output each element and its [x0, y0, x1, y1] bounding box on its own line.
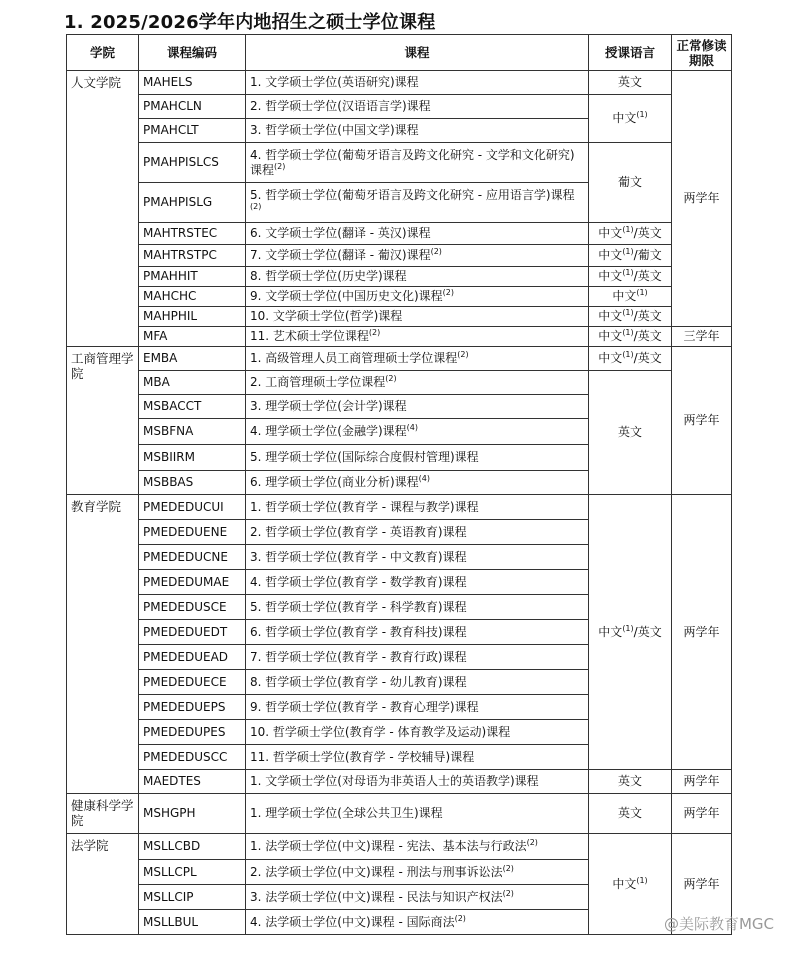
course-code: MBA	[139, 371, 246, 395]
course-name: 4. 法学硕士学位(中文)课程 - 国际商法$^{(2)}$	[246, 910, 589, 935]
period: 两学年	[672, 770, 732, 794]
course-code: PMEDEDUENE	[139, 520, 246, 545]
course-name: 6. 文学硕士学位(翻译 - 英汉)课程	[246, 223, 589, 245]
school-education: 教育学院	[67, 495, 139, 794]
language: 英文	[589, 71, 672, 95]
language: 中文$^{(1)}$/英文	[589, 347, 672, 371]
course-name: 4. 哲学硕士学位(葡萄牙语言及跨文化研究 - 文学和文化研究)课程$^{(2)}$	[246, 143, 589, 183]
course-name: 1. 文学硕士学位(英语研究)课程	[246, 71, 589, 95]
language: 英文	[589, 770, 672, 794]
table-row	[67, 267, 732, 287]
course-name: 2. 工商管理硕士学位课程$^{(2)}$	[246, 371, 589, 395]
language: 中文$^{(1)}$	[589, 95, 672, 143]
course-name: 7. 文学硕士学位(翻译 - 葡汉)课程$^{(2)}$	[246, 245, 589, 267]
table-row	[67, 143, 732, 183]
course-code: MFA	[139, 327, 246, 347]
course-code: PMEDEDUSCE	[139, 595, 246, 620]
course-name: 2. 法学硕士学位(中文)课程 - 刑法与刑事诉讼法$^{(2)}$	[246, 860, 589, 885]
table-row	[67, 71, 732, 95]
course-code: MSBACCT	[139, 395, 246, 419]
language: 葡文	[589, 143, 672, 223]
course-name: 11. 哲学硕士学位(教育学 - 学校辅导)课程	[246, 745, 589, 770]
period: 两学年	[672, 834, 732, 935]
course-code: MAHCHC	[139, 287, 246, 307]
language: 中文$^{(1)}$	[589, 287, 672, 307]
course-name: 2. 哲学硕士学位(汉语语言学)课程	[246, 95, 589, 119]
table-row	[67, 307, 732, 327]
course-name: 3. 理学硕士学位(会计学)课程	[246, 395, 589, 419]
course-code: MSLLCIP	[139, 885, 246, 910]
period: 两学年	[672, 495, 732, 770]
course-code: PMAHCLT	[139, 119, 246, 143]
table-row	[67, 223, 732, 245]
course-name: 1. 法学硕士学位(中文)课程 - 宪法、基本法与行政法$^{(2)}$	[246, 834, 589, 860]
header-period: 正常修读期限	[672, 35, 732, 71]
course-code: MAHTRSTPC	[139, 245, 246, 267]
language: 英文	[589, 371, 672, 495]
course-code: PMEDEDUPES	[139, 720, 246, 745]
table-row	[67, 287, 732, 307]
language: 中文$^{(1)}$/英文	[589, 223, 672, 245]
course-code: MSBIIRM	[139, 445, 246, 471]
course-code: MAHPHIL	[139, 307, 246, 327]
period: 两学年	[672, 347, 732, 495]
language: 中文$^{(1)}$/葡文	[589, 245, 672, 267]
table-row	[67, 495, 732, 520]
course-code: PMAHPISLCS	[139, 143, 246, 183]
table-row	[67, 371, 732, 395]
course-code: MSBBAS	[139, 471, 246, 495]
course-name: 9. 哲学硕士学位(教育学 - 教育心理学)课程	[246, 695, 589, 720]
period: 三学年	[672, 327, 732, 347]
course-name: 5. 哲学硕士学位(葡萄牙语言及跨文化研究 - 应用语言学)课程$^{(2)}$	[246, 183, 589, 223]
course-code: MAHELS	[139, 71, 246, 95]
header-course: 课程	[246, 35, 589, 71]
course-name: 1. 文学硕士学位(对母语为非英语人士的英语教学)课程	[246, 770, 589, 794]
table-row	[67, 95, 732, 119]
course-name: 9. 文学硕士学位(中国历史文化)课程$^{(2)}$	[246, 287, 589, 307]
language: 英文	[589, 794, 672, 834]
course-name: 4. 理学硕士学位(金融学)课程$^{(4)}$	[246, 419, 589, 445]
table-row	[67, 834, 732, 860]
table-row	[67, 770, 732, 794]
course-name: 6. 哲学硕士学位(教育学 - 教育科技)课程	[246, 620, 589, 645]
school-business: 工商管理学院	[67, 347, 139, 495]
course-code: PMAHCLN	[139, 95, 246, 119]
course-name: 3. 哲学硕士学位(教育学 - 中文教育)课程	[246, 545, 589, 570]
language: 中文$^{(1)}$	[589, 834, 672, 935]
table-row	[67, 245, 732, 267]
course-name: 1. 高级管理人员工商管理硕士学位课程$^{(2)}$	[246, 347, 589, 371]
course-code: MSLLBUL	[139, 910, 246, 935]
course-name: 10. 哲学硕士学位(教育学 - 体育教学及运动)课程	[246, 720, 589, 745]
header-row	[67, 35, 732, 71]
page-title: 1. 2025/2026学年内地招生之硕士学位课程	[64, 12, 436, 33]
course-name: 6. 理学硕士学位(商业分析)课程$^{(4)}$	[246, 471, 589, 495]
course-code: PMAHHIT	[139, 267, 246, 287]
period: 两学年	[672, 71, 732, 327]
course-code: PMEDEDUMAE	[139, 570, 246, 595]
course-name: 8. 哲学硕士学位(教育学 - 幼儿教育)课程	[246, 670, 589, 695]
table-row	[67, 347, 732, 371]
course-name: 8. 哲学硕士学位(历史学)课程	[246, 267, 589, 287]
table-row	[67, 327, 732, 347]
course-name: 1. 理学硕士学位(全球公共卫生)课程	[246, 794, 589, 834]
table-row	[67, 794, 732, 834]
header-lang: 授课语言	[589, 35, 672, 71]
course-name: 11. 艺术硕士学位课程$^{(2)}$	[246, 327, 589, 347]
course-name: 10. 文学硕士学位(哲学)课程	[246, 307, 589, 327]
course-name: 7. 哲学硕士学位(教育学 - 教育行政)课程	[246, 645, 589, 670]
language: 中文$^{(1)}$/英文	[589, 307, 672, 327]
course-code: PMEDEDUSCC	[139, 745, 246, 770]
language: 中文$^{(1)}$/英文	[589, 327, 672, 347]
course-code: PMEDEDUEAD	[139, 645, 246, 670]
course-name: 1. 哲学硕士学位(教育学 - 课程与教学)课程	[246, 495, 589, 520]
course-code: PMEDEDUECE	[139, 670, 246, 695]
programme-table	[66, 34, 732, 935]
course-code: MAHTRSTEC	[139, 223, 246, 245]
course-code: PMEDEDUEPS	[139, 695, 246, 720]
course-code: EMBA	[139, 347, 246, 371]
course-code: MAEDTES	[139, 770, 246, 794]
course-name: 5. 哲学硕士学位(教育学 - 科学教育)课程	[246, 595, 589, 620]
school-law: 法学院	[67, 834, 139, 935]
course-name: 3. 哲学硕士学位(中国文学)课程	[246, 119, 589, 143]
header-school: 学院	[67, 35, 139, 71]
course-code: PMAHPISLG	[139, 183, 246, 223]
course-code: PMEDEDUEDT	[139, 620, 246, 645]
course-code: PMEDEDUCNE	[139, 545, 246, 570]
course-code: MSLLCBD	[139, 834, 246, 860]
period: 两学年	[672, 794, 732, 834]
course-code: PMEDEDUCUI	[139, 495, 246, 520]
course-code: MSBFNA	[139, 419, 246, 445]
course-name: 3. 法学硕士学位(中文)课程 - 民法与知识产权法$^{(2)}$	[246, 885, 589, 910]
course-code: MSHGPH	[139, 794, 246, 834]
watermark: @美际教育MGC	[663, 915, 774, 933]
language: 中文$^{(1)}$/英文	[589, 495, 672, 770]
school-humanities: 人文学院	[67, 71, 139, 347]
school-health-sciences: 健康科学学院	[67, 794, 139, 834]
course-name: 5. 理学硕士学位(国际综合度假村管理)课程	[246, 445, 589, 471]
course-name: 2. 哲学硕士学位(教育学 - 英语教育)课程	[246, 520, 589, 545]
course-code: MSLLCPL	[139, 860, 246, 885]
header-code: 课程编码	[139, 35, 246, 71]
course-name: 4. 哲学硕士学位(教育学 - 数学教育)课程	[246, 570, 589, 595]
language: 中文$^{(1)}$/英文	[589, 267, 672, 287]
